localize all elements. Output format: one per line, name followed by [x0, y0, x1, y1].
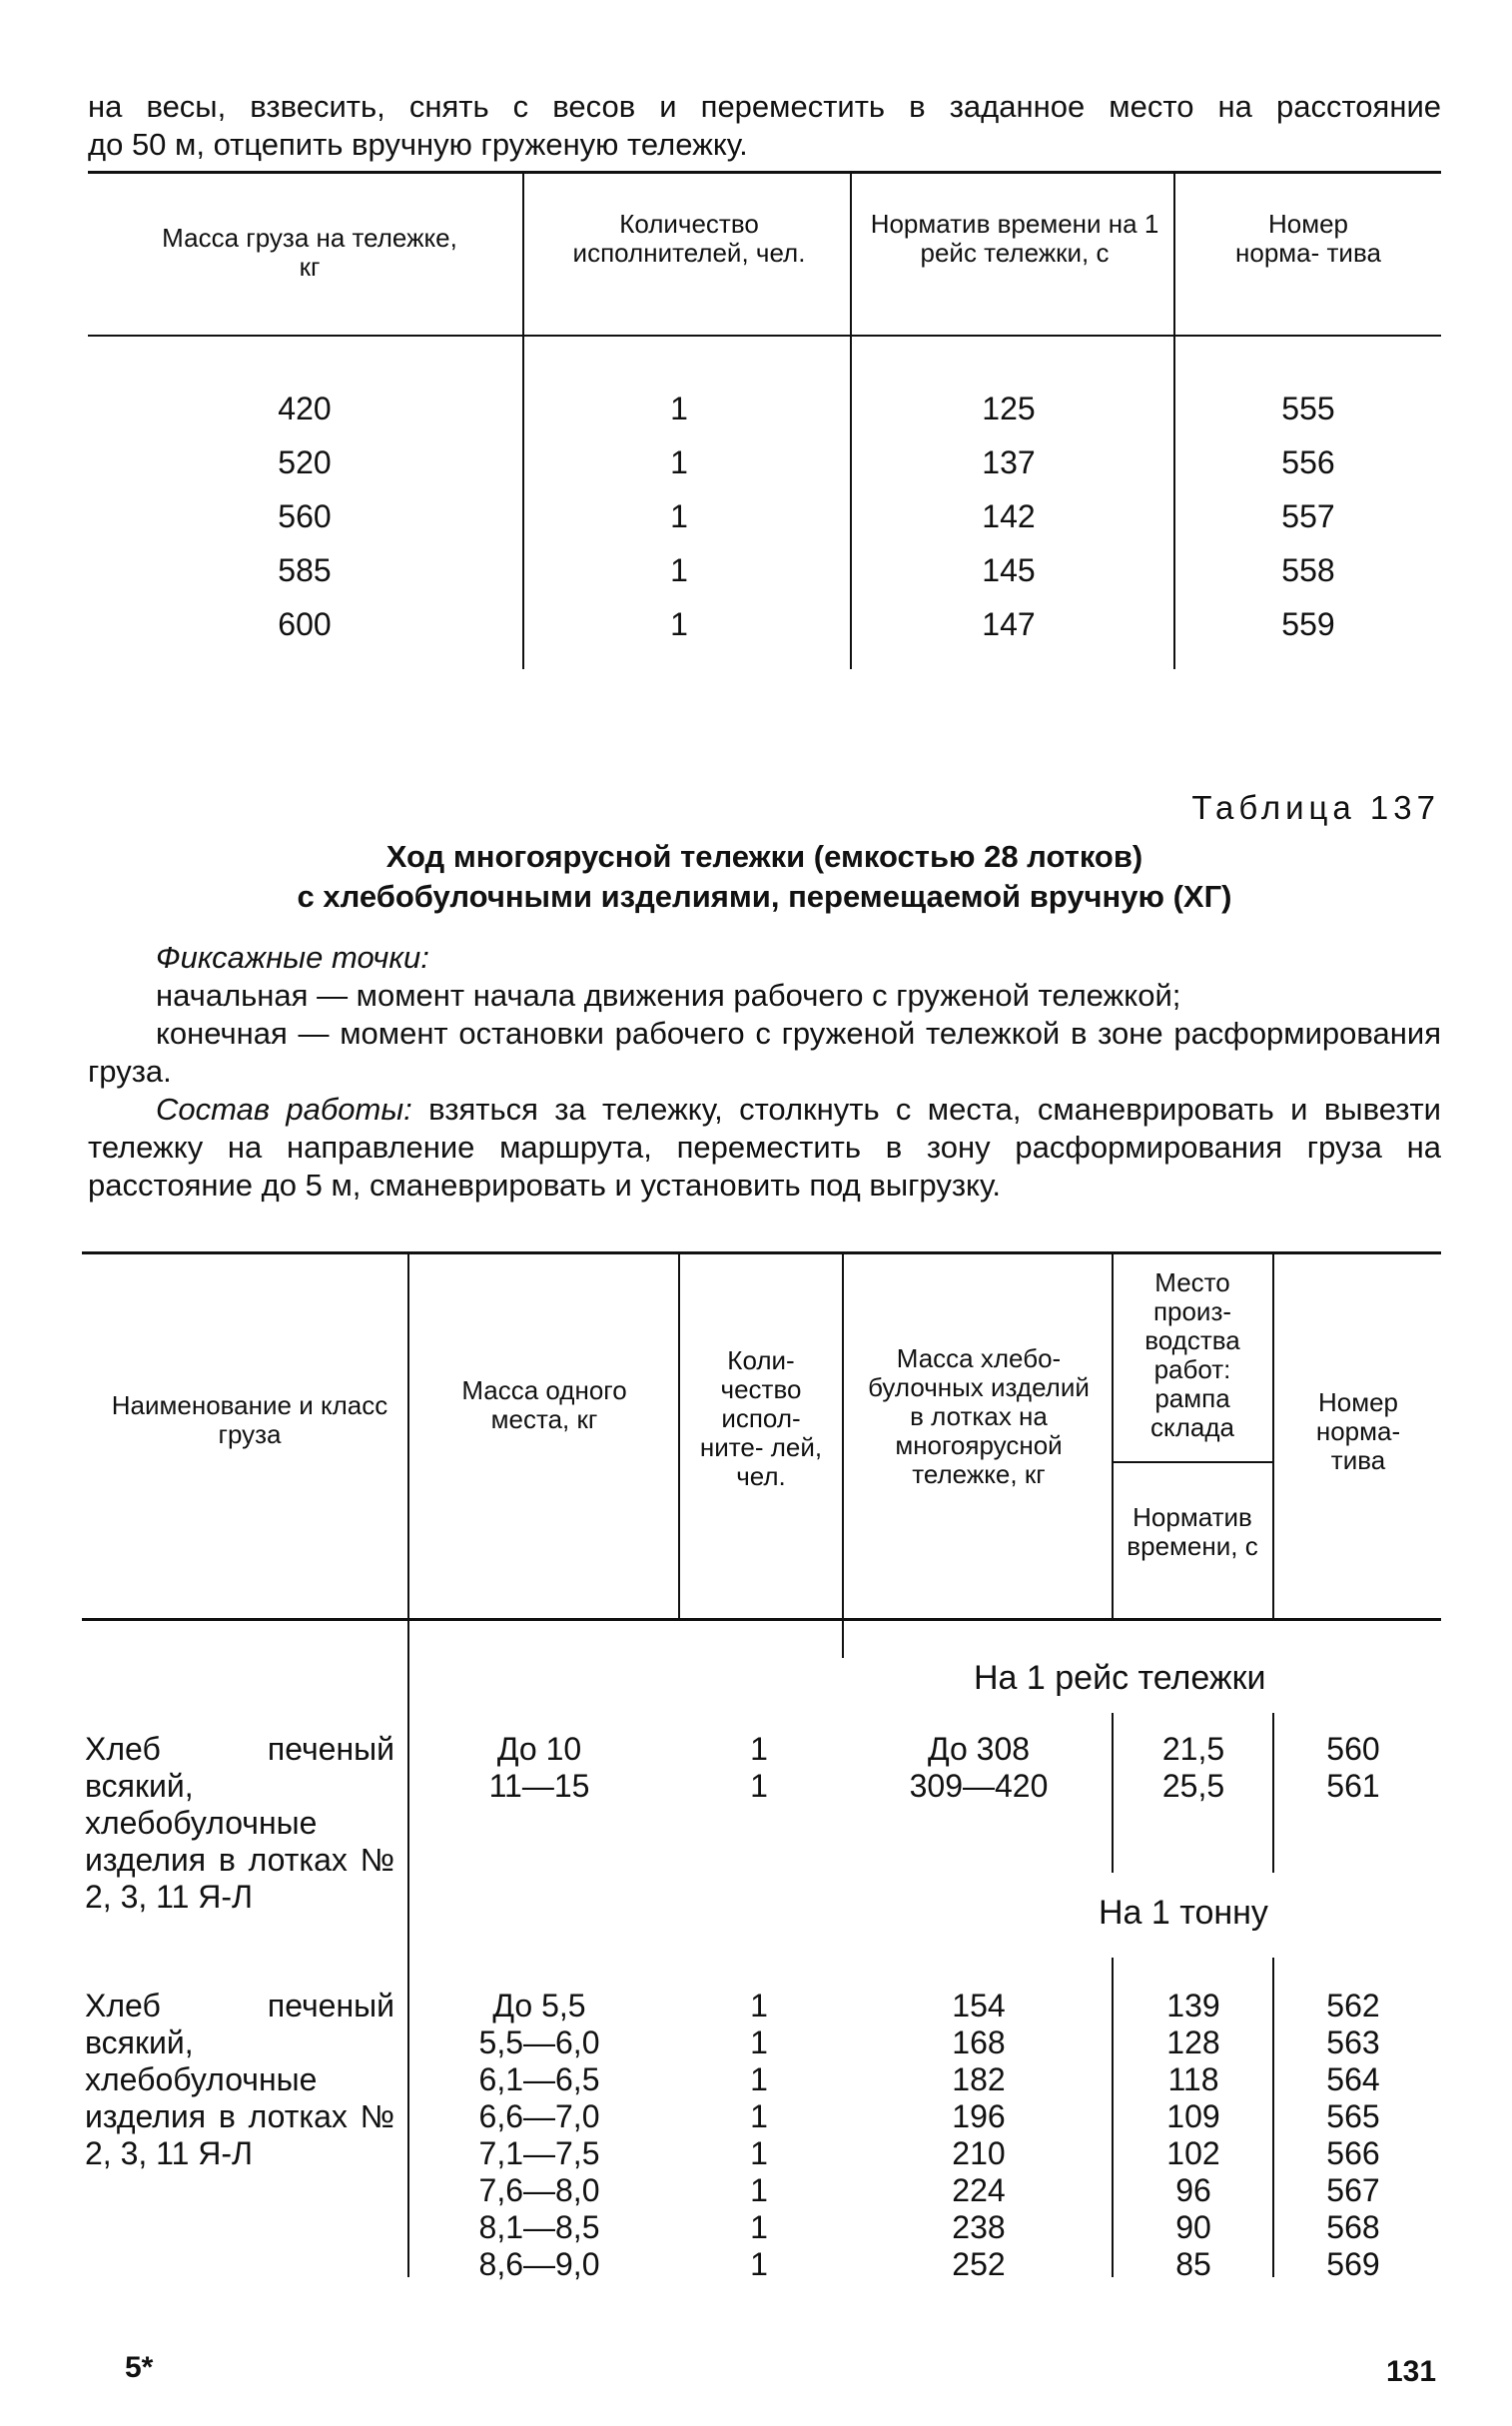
footer-signature-mark: 5*: [125, 2351, 154, 2384]
table2-body-divider-4b: [1272, 1958, 1274, 2277]
table-cell: 137: [982, 444, 1036, 480]
description-block: [88, 939, 1441, 1205]
group2-bakery-mass-column: [919, 1988, 1039, 2283]
table1-header-workers: Количество исполнителей, чел.: [572, 209, 806, 268]
table2-body-divider-1: [407, 1618, 409, 2277]
table-cell: 1: [750, 1988, 768, 2023]
table-cell: 96: [1175, 2172, 1211, 2208]
group1-workers-column: [739, 1731, 779, 1805]
table2-header-divider-1: [407, 1252, 409, 1618]
table-cell: 566: [1326, 2135, 1380, 2171]
table-cell: 8,6—9,0: [478, 2246, 600, 2282]
table-cell: 568: [1326, 2209, 1380, 2245]
table-cell: 560: [1326, 1731, 1380, 1767]
table2-header-mass: Масса одного места, кг: [461, 1375, 627, 1434]
table-cell: 561: [1326, 1768, 1380, 1804]
work-paragraph: [88, 1091, 1441, 1205]
table-cell: 555: [1281, 391, 1335, 426]
table2-header-number: Номер норма- тива: [1315, 1387, 1401, 1475]
group2-mass-column: [459, 1988, 619, 2283]
table-cell: 520: [278, 444, 332, 480]
table2-header-rule: [82, 1618, 1441, 1621]
table-cell: 1: [750, 2061, 768, 2097]
table2-header-bakery-mass: Масса хлебо- булочных изделий в лотках на многоярусной тележке, кг: [868, 1343, 1090, 1489]
table-cell: 85: [1175, 2246, 1211, 2282]
table-cell: 557: [1281, 498, 1335, 534]
table-cell: 556: [1281, 444, 1335, 480]
table-cell: 210: [952, 2135, 1006, 2171]
table-cell: 168: [952, 2024, 1006, 2060]
table-cell: 128: [1166, 2024, 1220, 2060]
table-title-line-1: Ход многоярусной тележки (емкостью 28 лотков): [385, 839, 1143, 874]
table-cell: 224: [952, 2172, 1006, 2208]
table-cell: До 308: [927, 1731, 1031, 1767]
table-cell: 1: [750, 2024, 768, 2060]
table-cell: 109: [1166, 2098, 1220, 2134]
table-cell: 1: [750, 2098, 768, 2134]
group2-name: Хлеб печеный всякий, хлебобулочные изделия в лотках № 2, 3, 11 Я-Л: [85, 1988, 394, 2171]
table-cell: 1: [750, 1731, 768, 1767]
table-cell: До 5,5: [492, 1988, 586, 2023]
table-cell: 196: [952, 2098, 1006, 2134]
table-cell: 238: [952, 2209, 1006, 2245]
table-cell: 567: [1326, 2172, 1380, 2208]
table-title-line-2: с хлебобулочными изделиями, перемещаемой вручную (ХГ): [297, 879, 1232, 914]
table-cell: 154: [952, 1988, 1006, 2023]
table-cell: 6,6—7,0: [478, 2098, 600, 2134]
page-number: 131: [1386, 2355, 1437, 2388]
table-cell: До 10: [496, 1731, 582, 1767]
group1-mass-column: [459, 1731, 619, 1805]
group2-number-column: [1298, 1988, 1408, 2283]
table2-subheader-rule: [1113, 1461, 1272, 1463]
table1-workers-column: [659, 382, 699, 651]
table-cell: 147: [982, 606, 1036, 642]
section-label-per-trip: На 1 рейс тележки: [974, 1659, 1266, 1697]
table-cell: 145: [982, 552, 1036, 588]
table-cell: 25,5: [1161, 1768, 1225, 1804]
table1-divider-3: [1173, 172, 1175, 669]
table2-header-name: Наименование и класс груза: [111, 1390, 388, 1449]
table-cell: 182: [952, 2061, 1006, 2097]
table-cell: 1: [750, 2172, 768, 2208]
table2-header-place: Место произ- водства работ: рампа склада: [1144, 1267, 1240, 1442]
group2-time-column: [1138, 1988, 1248, 2283]
table2-body-divider-3b: [1112, 1958, 1114, 2277]
table2-header-divider-2: [678, 1252, 680, 1618]
table-cell: 558: [1281, 552, 1335, 588]
table-cell: 309—420: [909, 1768, 1049, 1804]
group1-bakery-mass-column: [889, 1731, 1069, 1805]
table2-body-divider-2a: [842, 1618, 844, 1658]
table-cell: 1: [750, 2209, 768, 2245]
table-cell: 1: [750, 2246, 768, 2282]
table-cell: 1: [670, 444, 688, 480]
intro-paragraph: [88, 88, 1441, 164]
group1-time-column: [1138, 1731, 1248, 1805]
intro-line-1: на весы, взвесить, снять с весов и переместить в заданное место на расстояние: [88, 89, 1441, 124]
table-cell: 563: [1326, 2024, 1380, 2060]
table-cell: 564: [1326, 2061, 1380, 2097]
table-cell: 1: [750, 1768, 768, 1804]
table-cell: 125: [982, 391, 1036, 426]
table-cell: 252: [952, 2246, 1006, 2282]
table-cell: 118: [1167, 2061, 1219, 2097]
table1-header-rule: [88, 335, 1441, 337]
fix-start: начальная — момент начала движения рабочего с груженой тележкой;: [156, 978, 1181, 1013]
table-cell: 1: [670, 606, 688, 642]
group1-name: Хлеб печеный всякий, хлебобулочные изделия в лотках № 2, 3, 11 Я-Л: [85, 1731, 394, 1915]
table-cell: 1: [670, 552, 688, 588]
table-cell: 562: [1326, 1988, 1380, 2023]
table1-header-mass: Масса груза на тележке, кг: [162, 223, 457, 282]
table-cell: 139: [1166, 1988, 1220, 2023]
work-text: взяться за тележку, столкнуть с места, сманеврировать и вывезти тележку на направление маршрута, переместить в зону расформирования груза на расстояние до 5 м, сманеврировать и установить под выгрузку.: [88, 1092, 1441, 1203]
table2-header-time: Норматив времени, с: [1127, 1502, 1258, 1561]
table-cell: 7,1—7,5: [478, 2135, 600, 2171]
table2-header-divider-3: [842, 1252, 844, 1618]
table-cell: 11—15: [488, 1768, 590, 1804]
table-number-label: Таблица 137: [1191, 789, 1440, 826]
table-cell: 560: [278, 498, 332, 534]
group2-workers-column: [739, 1988, 779, 2283]
work-heading: Состав работы:: [156, 1092, 412, 1127]
table-cell: 600: [278, 606, 332, 642]
table-cell: 90: [1175, 2209, 1211, 2245]
table-cell: 1: [670, 498, 688, 534]
intro-line-2: до 50 м, отцепить вручную груженую тележку.: [88, 127, 748, 162]
table-cell: 565: [1326, 2098, 1380, 2134]
table2-header-divider-5: [1272, 1252, 1274, 1618]
section-label-per-ton: На 1 тонну: [1099, 1894, 1268, 1932]
table-cell: 1: [750, 2135, 768, 2171]
table1-time-column: [949, 382, 1069, 651]
table-cell: 142: [982, 498, 1036, 534]
table2-header-divider-4: [1112, 1252, 1114, 1618]
table-cell: 7,6—8,0: [478, 2172, 600, 2208]
table-cell: 21,5: [1161, 1731, 1225, 1767]
table-cell: 1: [670, 391, 688, 426]
table2-body-divider-3a: [1112, 1713, 1114, 1873]
table1-divider-1: [522, 172, 524, 669]
table-cell: 8,1—8,5: [478, 2209, 600, 2245]
table-cell: 585: [278, 552, 332, 588]
table-cell: 420: [278, 391, 332, 426]
table1-number-column: [1248, 382, 1368, 651]
table1-header-time: Норматив времени на 1 рейс тележки, с: [870, 209, 1159, 268]
table1-top-rule: [88, 171, 1441, 174]
table1-mass-column: [240, 382, 370, 651]
table1-divider-2: [850, 172, 852, 669]
table-cell: 5,5—6,0: [478, 2024, 600, 2060]
table-cell: 6,1—6,5: [478, 2061, 600, 2097]
table-cell: 559: [1281, 606, 1335, 642]
table2-top-rule: [82, 1251, 1441, 1254]
table-cell: 569: [1326, 2246, 1380, 2282]
table2-header-workers: Коли- чество испол- ните- лей, чел.: [699, 1345, 823, 1491]
group1-number-column: [1298, 1731, 1408, 1805]
table1-header-number: Номер норма- тива: [1235, 209, 1381, 268]
table-cell: 102: [1166, 2135, 1220, 2171]
fix-heading: Фиксажные точки:: [156, 940, 429, 975]
fix-end: конечная — момент остановки рабочего с груженой тележкой в зоне расформирования груза.: [88, 1016, 1441, 1089]
table2-body-divider-4a: [1272, 1713, 1274, 1873]
